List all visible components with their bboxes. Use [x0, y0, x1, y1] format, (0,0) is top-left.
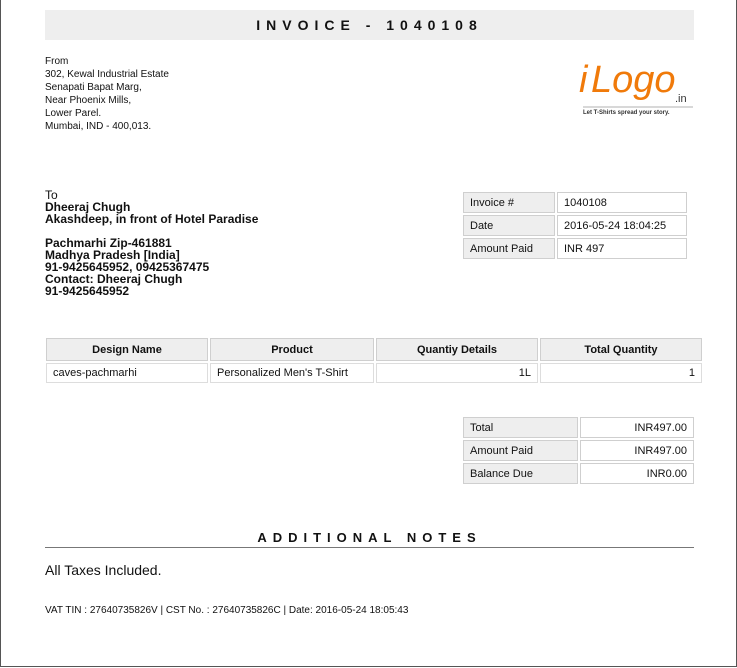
product-cell: Personalized Men's T-Shirt [210, 363, 374, 383]
customer-name: Dheeraj Chugh [45, 200, 131, 214]
quantity-details-cell: 1L [376, 363, 538, 383]
totals-row [463, 440, 694, 461]
from-line: Mumbai, IND - 400,013. [45, 121, 152, 132]
to-contact: Contact: Dheeraj Chugh [45, 272, 183, 286]
tax-footer: VAT TIN : 27640735826V | CST No. : 27640735826C | Date: 2016-05-24 18:05:43 [45, 605, 409, 616]
to-contact-phone: 91-9425645952 [45, 284, 130, 298]
totals-label: Amount Paid [463, 440, 578, 461]
from-address [45, 55, 169, 133]
items-table [44, 336, 704, 385]
design-name-cell: caves-pachmarhi [46, 363, 208, 383]
to-city-zip: Pachmarhi Zip-461881 [45, 236, 172, 250]
meta-label: Invoice # [463, 192, 555, 213]
totals-label: Total [463, 417, 578, 438]
table-row [46, 363, 702, 383]
from-line: 302, Kewal Industrial Estate [45, 69, 169, 80]
totals-label: Balance Due [463, 463, 578, 484]
logo-suffix: .in [675, 93, 687, 105]
meta-value: 1040108 [557, 192, 687, 213]
totals-value: INR0.00 [580, 463, 694, 484]
items-header-row [46, 338, 702, 361]
to-phones: 91-9425645952, 09425367475 [45, 260, 210, 274]
meta-value: INR 497 [557, 238, 687, 259]
from-line: Senapati Bapat Marg, [45, 82, 142, 93]
totals-value: INR497.00 [580, 417, 694, 438]
additional-notes-title: ADDITIONAL NOTES [257, 530, 482, 545]
to-address-line: Akashdeep, in front of Hotel Paradise [45, 212, 259, 226]
column-header: Total Quantity [540, 338, 702, 361]
meta-label: Date [463, 215, 555, 236]
from-line: Near Phoenix Mills, [45, 95, 132, 106]
to-address [45, 189, 258, 297]
totals-value: INR497.00 [580, 440, 694, 461]
column-header: Quantiy Details [376, 338, 538, 361]
meta-row [463, 192, 687, 213]
divider [45, 547, 694, 548]
column-header: Product [210, 338, 374, 361]
to-label: To [45, 188, 58, 202]
meta-label: Amount Paid [463, 238, 555, 259]
totals-row [463, 417, 694, 438]
invoice-meta-table [461, 190, 689, 261]
logo-letter-i: i [579, 59, 588, 101]
meta-row [463, 215, 687, 236]
total-quantity-cell: 1 [540, 363, 702, 383]
from-label: From [45, 56, 69, 67]
logo-tagline: Let T-Shirts spread your story. [583, 110, 670, 116]
column-header: Design Name [46, 338, 208, 361]
to-state: Madhya Pradesh [India] [45, 248, 180, 262]
invoice-title: INVOICE - 1040108 [45, 10, 694, 40]
additional-notes-text: All Taxes Included. [45, 562, 162, 578]
totals-table [461, 415, 696, 486]
meta-row [463, 238, 687, 259]
ilogo-logo [577, 52, 697, 122]
totals-row [463, 463, 694, 484]
meta-value: 2016-05-24 18:04:25 [557, 215, 687, 236]
logo-wordmark: Logo [591, 59, 676, 101]
from-line: Lower Parel. [45, 108, 102, 119]
